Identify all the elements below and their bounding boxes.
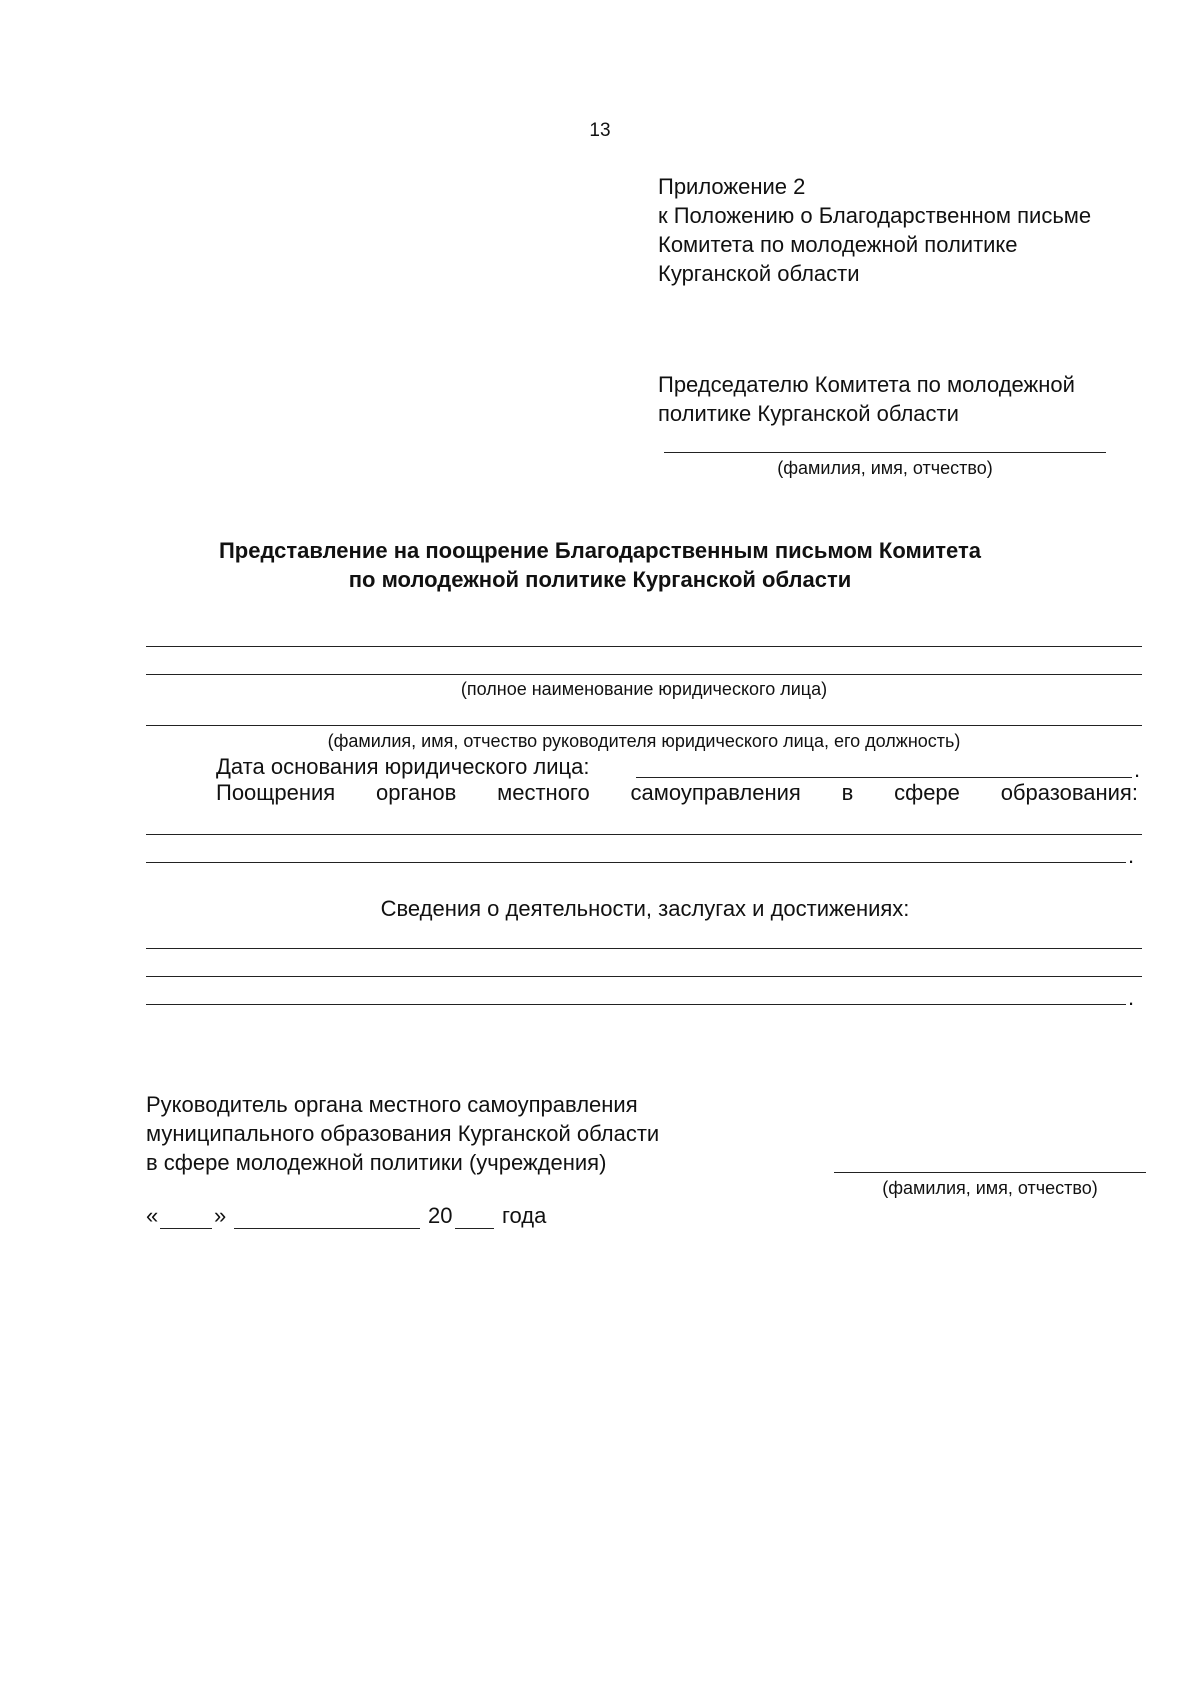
title-line-2: по молодежной политике Курганской области [348,567,852,592]
head-caption: (фамилия, имя, отчество руководителя юридического лица, его должность) [327,731,961,751]
date-year-suffix: года [502,1203,547,1228]
addressee-block [658,370,1178,428]
page-number: 13 [589,120,611,141]
date-year-prefix: 20 [428,1203,453,1228]
addressee-line: политике Курганской области [658,401,959,426]
achievements-line-3[interactable] [146,1004,1126,1005]
appendix-line: Приложение 2 [658,174,806,199]
date-day-line[interactable] [160,1228,212,1229]
achievements-period: . [1128,985,1135,1010]
awards-label-row [216,778,1138,807]
appendix-line: Комитета по молодежной политике [658,232,1018,257]
signer-line: Руководитель органа местного самоуправления [146,1092,638,1117]
awards-line-1[interactable] [146,834,1142,835]
signer-line: в сфере молодежной политики (учреждения) [146,1150,607,1175]
awards-word: самоуправления [630,780,801,805]
date-open-quote: « [146,1203,159,1228]
awards-word: Поощрения [216,780,336,805]
founding-date-period: . [1134,757,1141,782]
date-month-line[interactable] [234,1228,420,1229]
achievements-heading: Сведения о деятельности, заслугах и достижениях: [380,896,910,921]
document-title [0,536,1200,594]
signer-block [146,1090,659,1177]
awards-word: сфере [894,780,960,805]
addressee-line: Председателю Комитета по молодежной [658,372,1075,397]
title-line-1: Представление на поощрение Благодарственным письмом Комитета [218,538,982,563]
legal-entity-name-line-1[interactable] [146,646,1142,647]
awards-word: местного [497,780,590,805]
appendix-header [658,172,1178,288]
awards-word: образования: [1000,780,1138,805]
date-year-line[interactable] [455,1228,494,1229]
awards-word: в [841,780,854,805]
signer-name-line[interactable] [834,1172,1146,1173]
appendix-line: к Положению о Благодарственном письме [658,203,1092,228]
legal-entity-name-line-2[interactable] [146,674,1142,675]
addressee-caption: (фамилия, имя, отчество) [777,458,993,478]
appendix-line: Курганской области [658,261,860,286]
awards-word: органов [376,780,457,805]
legal-entity-caption: (полное наименование юридического лица) [460,679,828,699]
date-close-quote: » [214,1203,227,1228]
signer-caption: (фамилия, имя, отчество) [882,1178,1098,1198]
signer-line: муниципального образования Курганской области [146,1121,660,1146]
addressee-name-line[interactable] [664,452,1106,453]
achievements-line-2[interactable] [146,976,1142,977]
head-name-line[interactable] [146,725,1142,726]
founding-date-label: Дата основания юридического лица: [216,754,590,779]
awards-period: . [1128,843,1135,868]
achievements-line-1[interactable] [146,948,1142,949]
awards-line-2[interactable] [146,862,1126,863]
